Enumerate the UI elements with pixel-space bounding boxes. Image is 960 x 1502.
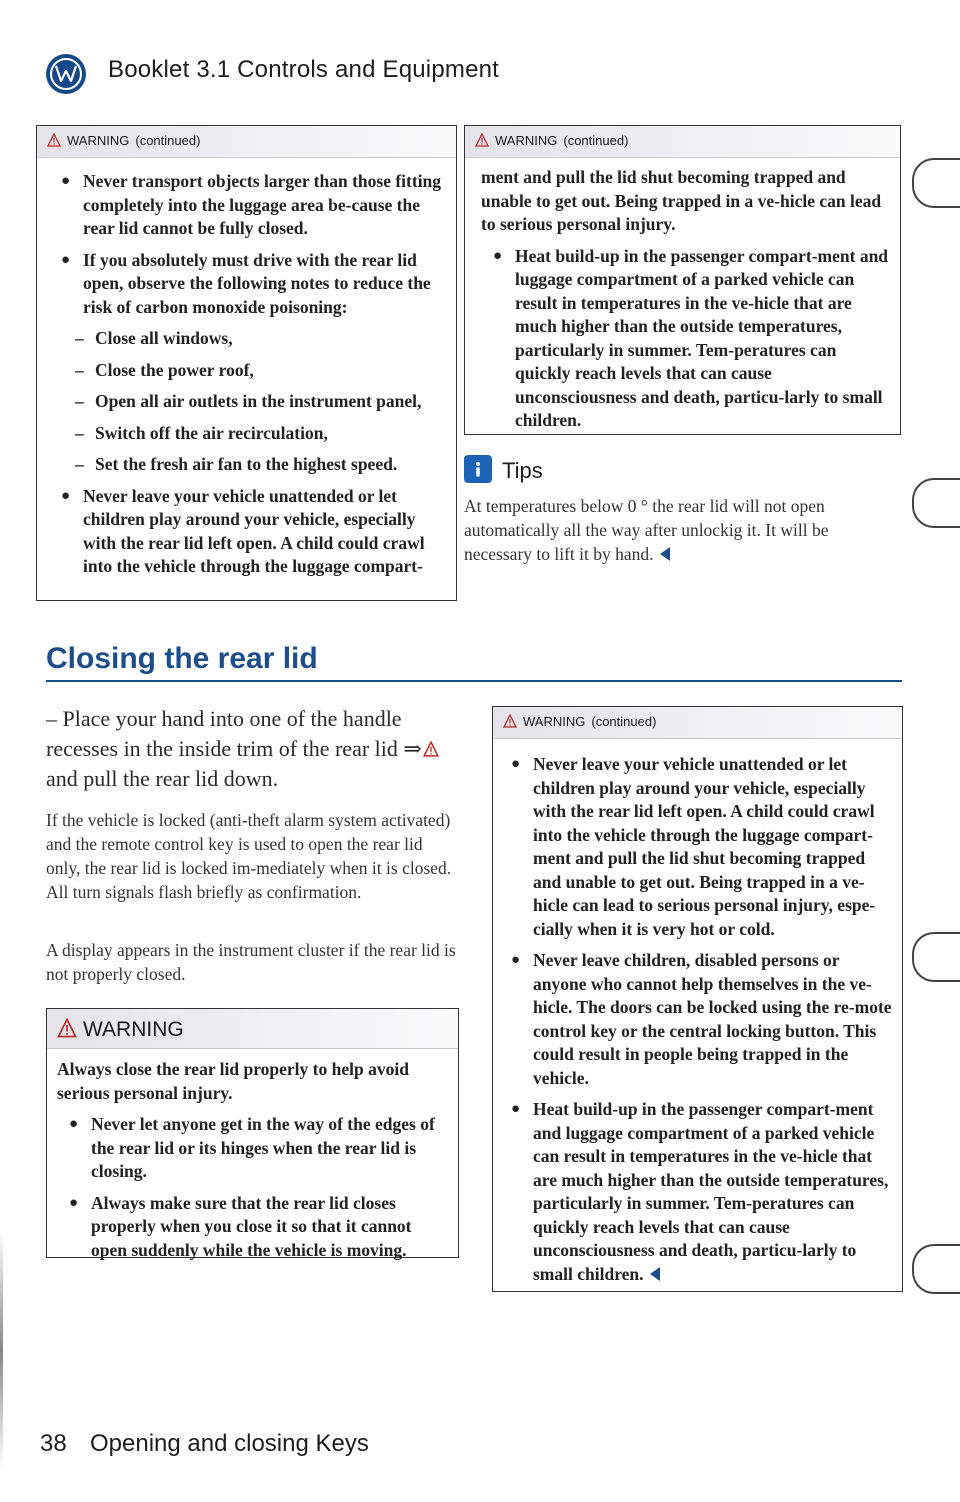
warning-triangle-icon [503,714,517,728]
body-paragraph: A display appears in the instrument cluster if the rear lid is not properly closed. [46,940,456,984]
section-divider [46,680,902,682]
warning-box-body [47,1049,458,1270]
tips-title: Tips [502,458,543,483]
warning-bullet-text: Never let anyone get in the way of the edges of the rear lid or its hinges when the rear lid is closing. [91,1114,435,1181]
page-edge-tab [912,478,960,528]
dash-item-text: Open all air outlets in the instrument panel, [95,391,422,411]
warning-heading-suffix: (continued) [563,133,629,148]
dash-item: – Close the power roof, [49,359,446,383]
warning-bullet: ● Never leave children, disabled persons or anyone who cannot help themselves in the ve-hicle. The doors can be locked using the re-mote control key or the central locking button. This could result in people being trapped in the vehicle. [499,949,892,1090]
warning-bullet-text: Never leave children, disabled persons or anyone who cannot help themselves in the ve-hicle. The doors can be locked using the re-mote control key or the central locking button. This could result in people being trapped in the vehicle. [533,950,892,1088]
dash-item-text: Set the fresh air fan to the highest speed. [95,454,398,474]
warning-bullet-text: Never leave your vehicle unattended or let children play around your vehicle, especially with the rear lid left open. A child could crawl into the vehicle through the luggage compart-ment and pull the lid shut becoming trapped and unable to get out. Being trapped in a ve-hicle can lead to serious personal injury, espe-cially when it is very hot or cold. [533,754,876,939]
dash-item: – Switch off the air recirculation, [49,422,446,446]
warning-heading-suffix: (continued) [135,133,201,148]
warning-heading: WARNING [83,1018,184,1041]
dash-item-text: Switch off the air recirculation, [95,422,328,443]
dash-item: – Open all air outlets in the instrument panel, [49,390,446,414]
warning-bullet: ● Heat build-up in the passenger compart-ment and luggage compartment of a parked vehicle can result in temperatures in the ve-hicle that are much higher than the outside temperatures, particularly in summer. Tem-peratures can quickly reach levels that can cause unconsciousness and death, particu-larly to small children. [481,245,890,433]
brand-logo-icon [46,54,86,94]
page-edge-tab [912,1244,960,1294]
warning-bullet: ● Heat build-up in the passenger compart-ment and luggage compartment of a parked vehicle can result in temperatures in the ve-hicle that are much higher than the outside temperatures, particularly in summer. Tem-peratures can quickly reach levels that can cause unconsciousness and death, particu-larly to small children. [511,1099,889,1284]
page-binding-shadow [0,1230,3,1470]
end-of-section-arrow-icon [660,547,670,561]
instruction-arrow: ⇒ [403,736,422,761]
warning-box-header [37,126,456,158]
warning-heading: WARNING [495,133,558,148]
dash-item: – Set the fresh air fan to the highest speed. [49,453,446,477]
page-number: 38 [40,1430,67,1457]
warning-triangle-icon [57,1018,77,1038]
warning-bullet: ● Never transport objects larger than those fitting completely into the luggage area be-cause the rear lid cannot be fully closed. [49,170,446,241]
warning-paragraph: Always close the rear lid properly to help avoid serious personal injury. [57,1059,409,1103]
tips-text-block [464,494,900,566]
warning-heading: WARNING [67,133,130,148]
warning-bullet: ● Always make sure that the rear lid closes properly when you close it so that it cannot open suddenly while the vehicle is moving. [57,1192,448,1263]
warning-box-continued-left [36,125,457,601]
page-edge-tab [912,158,960,208]
instruction-step [46,704,460,794]
end-of-section-arrow-icon [650,1267,660,1281]
warning-bullet-text: Never leave your vehicle unattended or let children play around your vehicle, especially with the rear lid left open. A child could crawl into the vehicle through the luggage compart- [83,485,425,576]
warning-box-header [465,126,900,158]
warning-bullet: ● If you absolutely must drive with the rear lid open, observe the following notes to reduce the risk of carbon monoxide poisoning: [49,249,446,320]
footer-chapter-title: Opening and closing Keys [90,1430,369,1457]
warning-bullet: ● Never let anyone get in the way of the edges of the rear lid or its hinges when the rear lid is closing. [57,1113,448,1184]
info-icon [464,455,492,483]
warning-box-closing [46,1008,459,1258]
dash-item-text: Close all windows, [95,328,233,348]
section-title: Closing the rear lid [46,642,318,675]
warning-triangle-icon [47,133,61,147]
warning-bullet-text: Never transport objects larger than those fitting completely into the luggage area be-cause the rear lid cannot be fully closed. [83,171,442,238]
warning-bullet-text: Heat build-up in the passenger compart-ment and luggage compartment of a parked vehicle can result in temperatures in the ve-hicle that are much higher than the outside temperatures, particularly in summer. Tem-peratures can quickly reach levels that can cause unconsciousness and death, particu-larly to small children. [533,1099,889,1284]
info-glyph-icon [469,460,487,478]
instruction-text-b: and pull the rear lid down. [46,766,279,791]
vw-emblem-icon [49,57,83,91]
warning-box-continued-lower [492,706,903,1292]
dash-item-text: Close the power roof, [95,359,254,380]
page-edge-tab [912,932,960,982]
warning-box-header [493,707,902,739]
warning-box-continued-right [464,125,901,435]
body-paragraph: If the vehicle is locked (anti-theft alarm system activated) and the remote control key is used to open the rear lid only, the rear lid is locked im-mediately when it is closed. All turn signals flash briefly as confirmation. [46,810,452,902]
warning-triangle-icon [422,741,440,757]
warning-box-body [465,158,900,441]
warning-box-body [493,739,902,1294]
warning-heading-suffix: (continued) [591,714,657,729]
warning-bullet-text: Always make sure that the rear lid closes properly when you close it so that it cannot open suddenly while the vehicle is moving. [91,1192,412,1260]
warning-paragraph: ment and pull the lid shut becoming trapped and unable to get out. Being trapped in a ve-hicle can lead to serious personal injury. [481,167,882,234]
warning-bullet: ● Never leave your vehicle unattended or let children play around your vehicle, especially with the rear lid left open. A child could crawl into the vehicle through the luggage compart-ment and pull the lid shut becoming trapped and unable to get out. Being trapped in a ve-hicle can lead to serious personal injury, espe-cially when it is very hot or cold. [499,753,892,941]
warning-triangle-icon [475,133,489,147]
warning-bullet-text: If you absolutely must drive with the rear lid open, observe the following notes to reduce the risk of carbon monoxide poisoning: [83,249,431,317]
dash-item: – Close all windows, [49,327,446,351]
tips-text: At temperatures below 0 ° the rear lid will not open automatically all the way after unlockig it. It will be necessary to lift it by hand. [464,496,829,564]
warning-bullet: ● Never leave your vehicle unattended or let children play around your vehicle, especially with the rear lid left open. A child could crawl into the vehicle through the luggage compart- [49,485,446,579]
instruction-text-a: Place your hand into one of the handle recesses in the inside trim of the rear lid [46,706,402,761]
warning-box-header [47,1009,458,1049]
warning-bullet-text: Heat build-up in the passenger compart-ment and luggage compartment of a parked vehicle can result in temperatures in the ve-hicle that are much higher than the outside temperatures, particularly in summer. Tem-peratures can quickly reach levels that can cause unconsciousness and death, particu-larly to small children. [515,245,889,430]
warning-box-body [37,158,456,587]
page-header-title: Booklet 3.1 Controls and Equipment [108,56,500,83]
instruction-dash: – [46,706,57,731]
warning-heading: WARNING [523,714,586,729]
